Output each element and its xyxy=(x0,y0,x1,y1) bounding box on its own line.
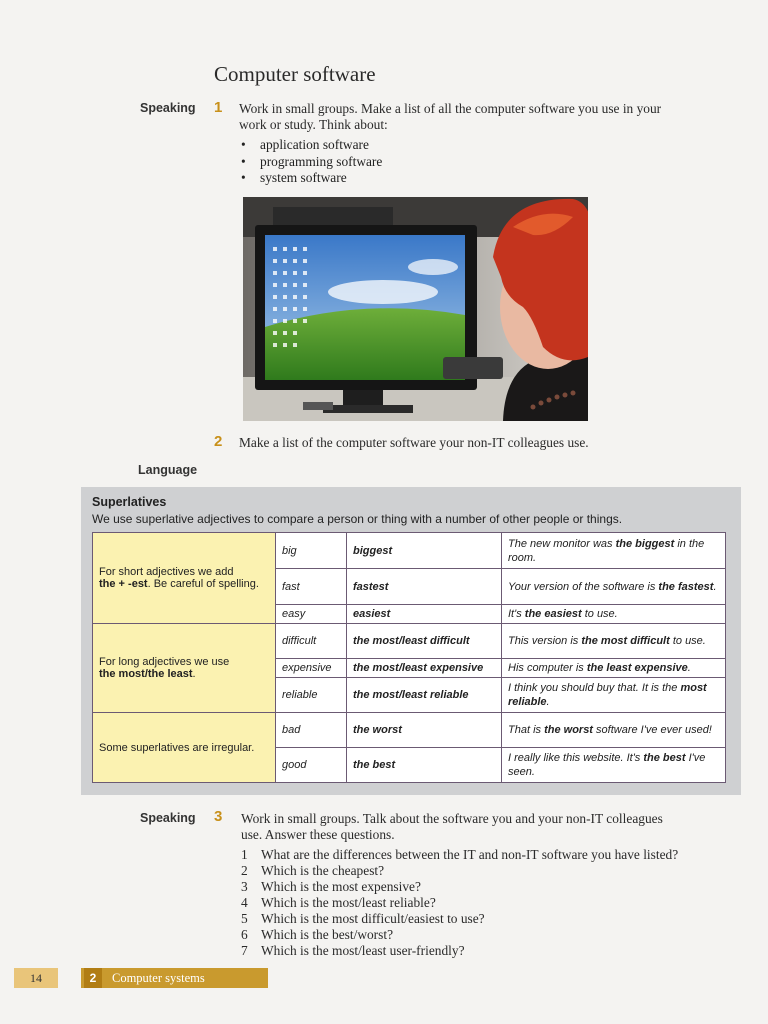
example-text: to use. xyxy=(669,635,706,647)
exercise-3-text xyxy=(241,811,741,843)
question-text: Which is the most/least user-friendly? xyxy=(261,943,465,958)
example-text: That is xyxy=(508,724,545,736)
list-item xyxy=(241,911,485,927)
question-text: Which is the most difficult/easiest to use? xyxy=(261,911,485,926)
superlatives-description: We use superlative adjectives to compare a person or thing with a number of other people or things. xyxy=(92,512,623,526)
list-item xyxy=(241,863,384,879)
example-text: in the room. xyxy=(508,537,705,564)
example-cell xyxy=(502,569,726,605)
rule-text: Some superlatives are irregular. xyxy=(99,741,255,754)
rule-text: For long adjectives we use xyxy=(99,656,230,668)
superlative-cell: the worst xyxy=(347,713,502,748)
adjective-cell: good xyxy=(276,748,347,783)
example-text: I've seen. xyxy=(508,752,706,778)
table-row xyxy=(93,713,726,748)
chapter-number: 2 xyxy=(84,968,102,988)
example-bold: the easiest xyxy=(524,608,582,620)
example-text: I really like this website. It's xyxy=(508,752,644,764)
exercise-number-3: 3 xyxy=(214,808,223,825)
example-text: . xyxy=(713,580,717,593)
question-text: What are the differences between the IT and non-IT software you have listed? xyxy=(261,847,679,862)
question-number: 3 xyxy=(241,879,248,894)
rule-text: For short adjectives we add xyxy=(99,566,234,578)
example-bold: the biggest xyxy=(615,537,675,550)
list-item xyxy=(241,879,421,895)
example-cell xyxy=(502,605,726,624)
adjective-cell: bad xyxy=(276,713,347,748)
example-text: The new monitor was xyxy=(508,537,616,550)
question-number: 6 xyxy=(241,927,248,942)
example-text: This version is xyxy=(508,635,582,647)
superlative-cell: easiest xyxy=(347,605,502,624)
exercise-3-line-1: Work in small groups. Talk about the software you and your non-IT colleagues xyxy=(241,811,663,826)
speaking-label-1: Speaking xyxy=(140,101,196,115)
software-types-list xyxy=(239,137,382,187)
table-row xyxy=(93,533,726,569)
example-cell xyxy=(502,624,726,659)
example-text: It's xyxy=(508,608,525,620)
adjective-cell: expensive xyxy=(276,659,347,678)
superlative-cell: biggest xyxy=(347,533,502,569)
question-number: 1 xyxy=(241,847,248,862)
question-text: Which is the best/worst? xyxy=(261,927,394,942)
superlative-cell: the most/least difficult xyxy=(347,624,502,659)
adjective-cell: difficult xyxy=(276,624,347,659)
example-bold: the least expensive xyxy=(586,662,688,674)
question-number: 7 xyxy=(241,943,248,958)
speaking-label-3: Speaking xyxy=(140,811,196,825)
example-text: His computer is xyxy=(508,662,587,674)
adjective-cell: fast xyxy=(276,569,347,605)
rule-long-adjectives xyxy=(93,624,276,713)
exercise-2-text: Make a list of the computer software your non-IT colleagues use. xyxy=(239,435,589,450)
photo-illustration xyxy=(243,197,588,421)
rule-short-adjectives xyxy=(93,533,276,624)
question-number: 5 xyxy=(241,911,248,926)
rule-bold: the most/the least xyxy=(99,668,193,680)
example-bold: the most difficult xyxy=(581,635,670,647)
example-text: I think you should buy that. It is the xyxy=(508,682,681,694)
rule-bold: the + -est xyxy=(99,578,148,590)
list-item xyxy=(241,847,678,863)
example-bold: most reliable xyxy=(508,682,707,708)
example-text: Your version of the software is xyxy=(508,580,659,593)
question-text: Which is the most expensive? xyxy=(261,879,421,894)
example-cell xyxy=(502,659,726,678)
superlatives-title: Superlatives xyxy=(92,495,167,509)
example-cell xyxy=(502,533,726,569)
office-photo xyxy=(243,197,588,421)
example-bold: the worst xyxy=(544,724,593,736)
rule-text: . Be careful of spelling. xyxy=(147,578,259,590)
example-cell xyxy=(502,678,726,713)
list-item xyxy=(241,927,393,943)
exercise-1-line-1: Work in small groups. Make a list of all the computer software you use in your xyxy=(239,101,662,116)
list-item xyxy=(241,895,436,911)
example-text: to use. xyxy=(581,608,618,620)
example-bold: the fastest xyxy=(658,580,714,593)
list-item xyxy=(241,943,465,959)
example-cell xyxy=(502,713,726,748)
superlatives-table xyxy=(92,532,726,783)
example-text: . xyxy=(687,662,691,674)
language-label: Language xyxy=(138,463,198,477)
adjective-cell: big xyxy=(276,533,347,569)
superlative-cell: fastest xyxy=(347,569,502,605)
exercise-3-line-2: use. Answer these questions. xyxy=(241,827,395,842)
superlative-cell: the most/least expensive xyxy=(347,659,502,678)
exercise-1-text xyxy=(239,101,739,133)
rule-irregular xyxy=(93,713,276,783)
page-number: 14 xyxy=(14,968,58,988)
question-number: 4 xyxy=(241,895,248,910)
example-text: . xyxy=(546,696,550,708)
exercise-number-2: 2 xyxy=(214,433,223,450)
question-text: Which is the cheapest? xyxy=(261,863,385,878)
adjective-cell: reliable xyxy=(276,678,347,713)
table-row xyxy=(93,624,726,659)
superlative-cell: the best xyxy=(347,748,502,783)
exercise-1-line-2: work or study. Think about: xyxy=(239,117,388,132)
question-text: Which is the most/least reliable? xyxy=(261,895,436,910)
list-item: • programming software xyxy=(239,154,382,171)
example-cell xyxy=(502,748,726,783)
page-title: Computer software xyxy=(214,62,376,86)
adjective-cell: easy xyxy=(276,605,347,624)
chapter-title: Computer systems xyxy=(112,971,205,985)
list-item: • system software xyxy=(239,170,382,187)
rule-text: . xyxy=(192,668,196,680)
example-text: software I've ever used! xyxy=(592,724,712,736)
list-item: • application software xyxy=(239,137,382,154)
superlative-cell: the most/least reliable xyxy=(347,678,502,713)
exercise-number-1: 1 xyxy=(214,99,223,116)
example-bold: the best xyxy=(643,752,686,764)
question-number: 2 xyxy=(241,863,248,878)
